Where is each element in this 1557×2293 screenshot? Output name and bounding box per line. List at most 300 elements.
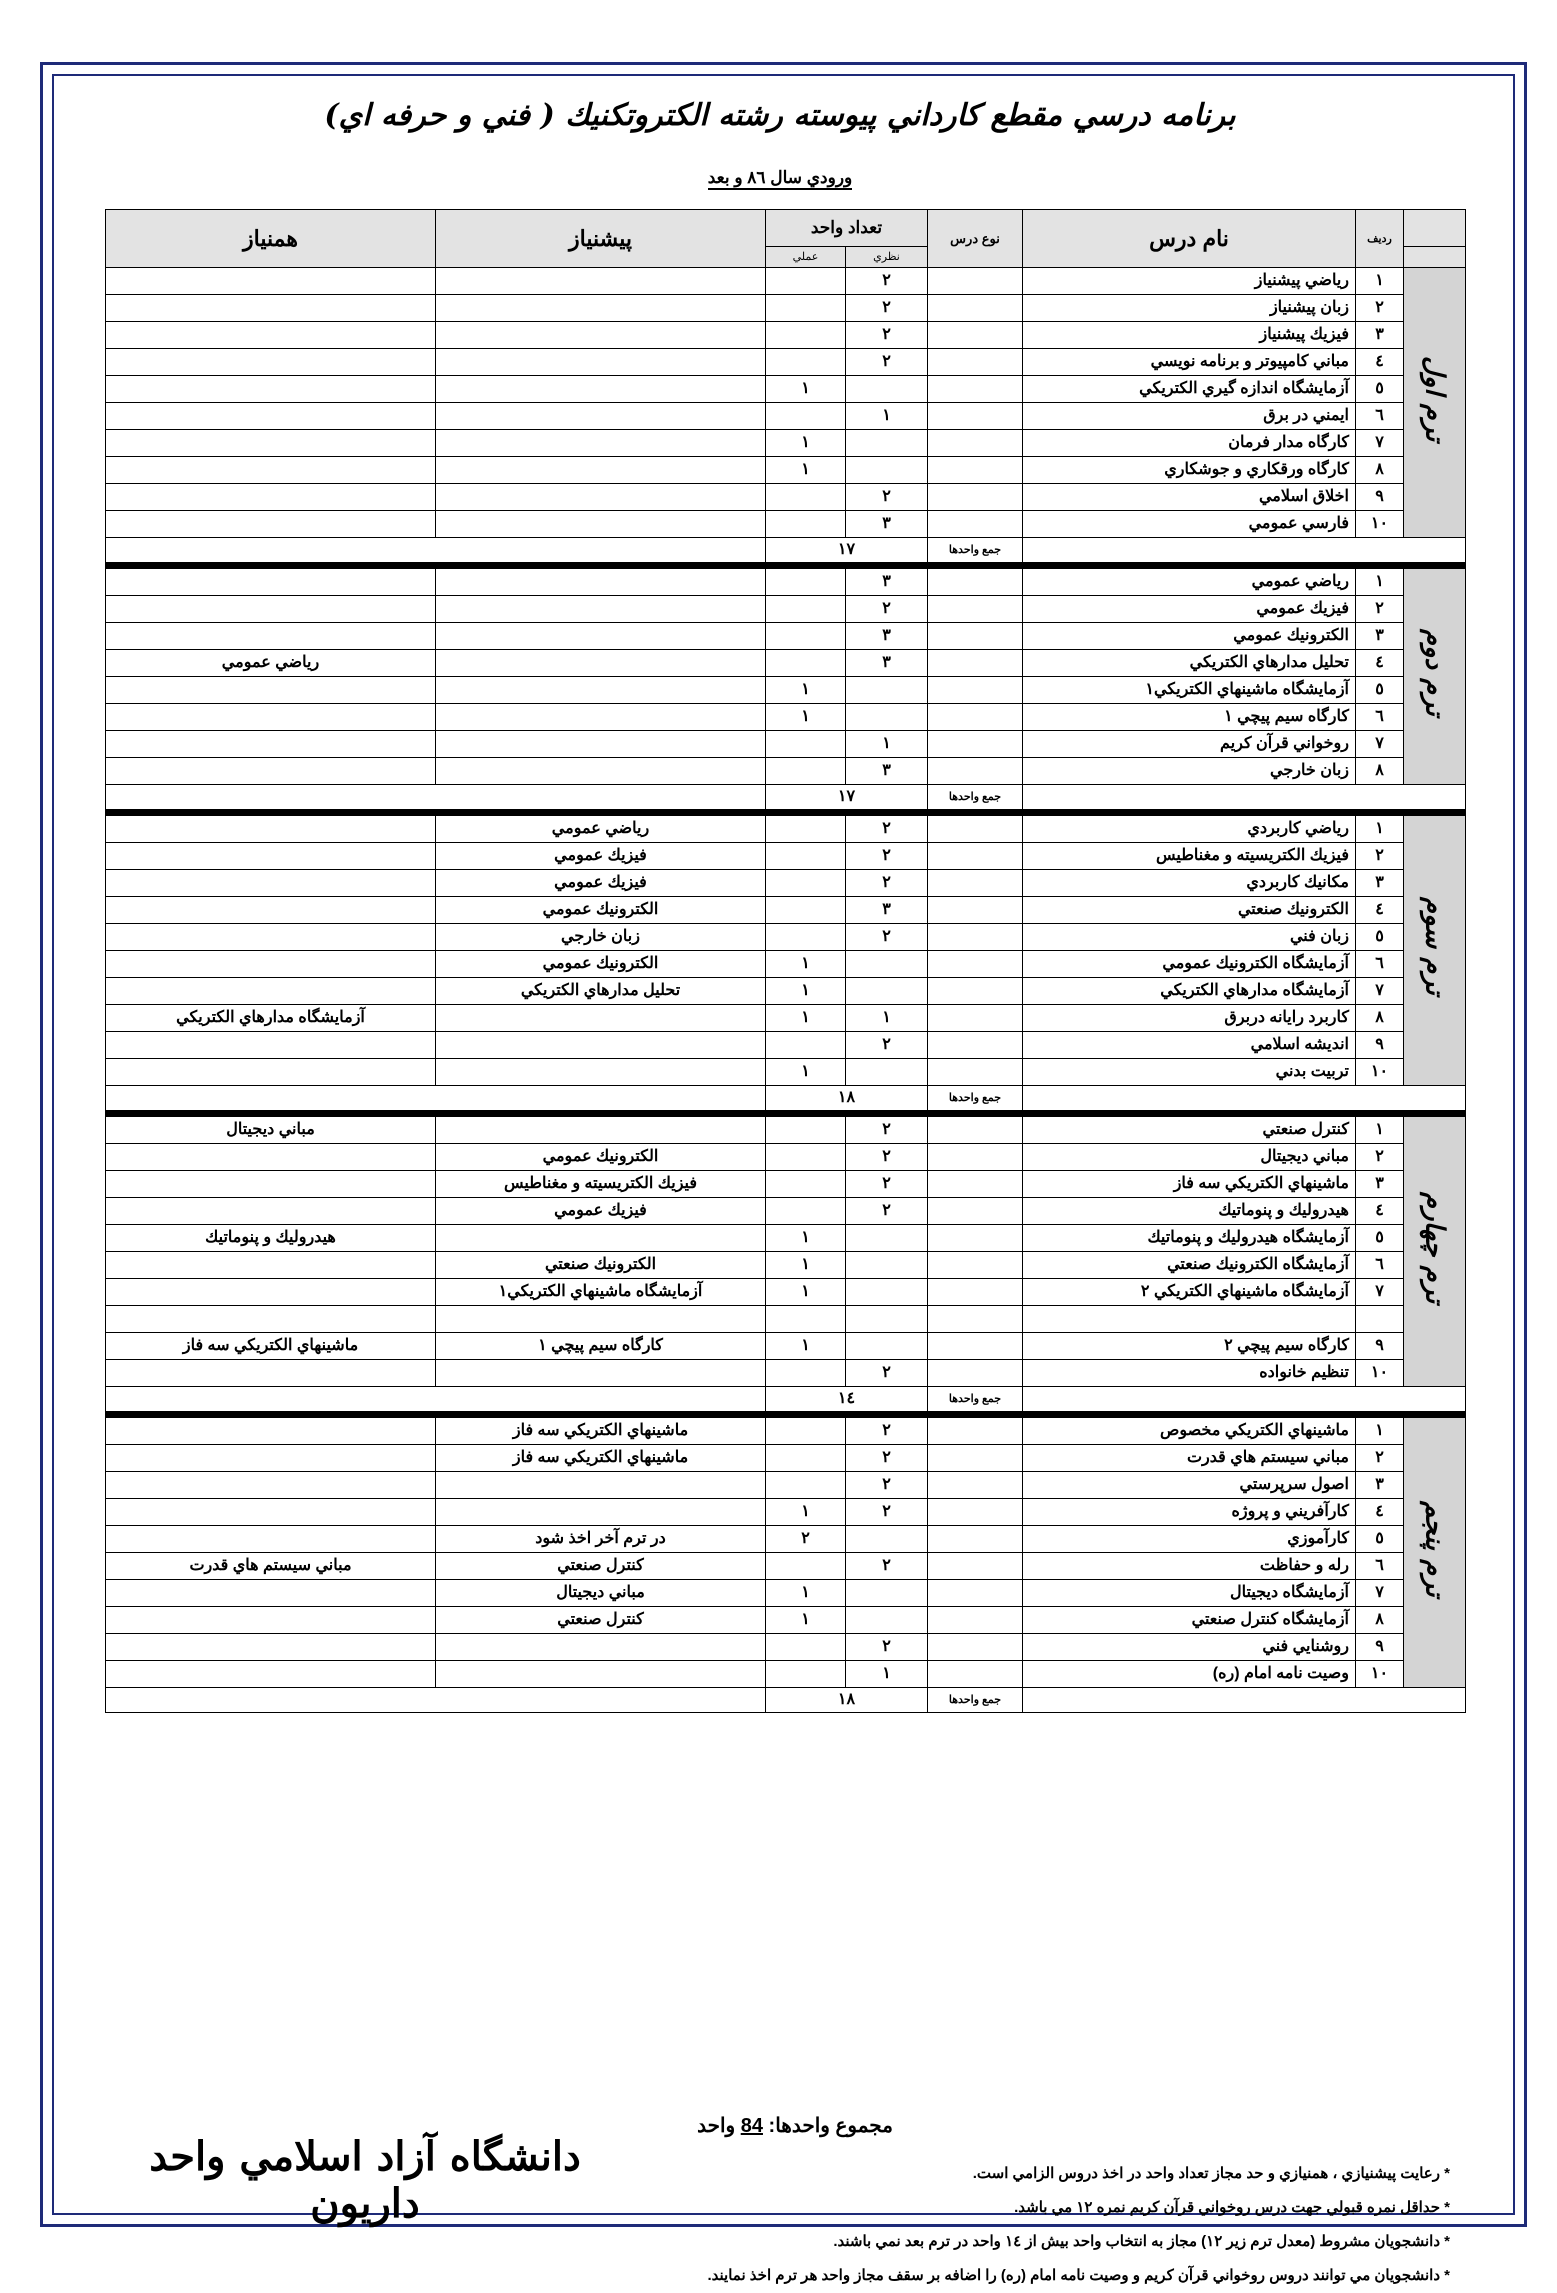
corequisite [106,457,436,484]
practical-units [766,1306,846,1333]
practical-units: ٢ [766,1526,846,1553]
table-row [106,623,1466,650]
corequisite: مباني سيستم هاي قدرت [106,1553,436,1580]
practical-units [766,843,846,870]
term-sum-row [106,785,1466,810]
row-number: ٤ [1356,1198,1404,1225]
course-name: تنظيم خانواده [1023,1360,1356,1387]
corequisite [106,295,436,322]
row-number: ١ [1356,1117,1404,1144]
row-number: ٣ [1356,1472,1404,1499]
theory-units: ٢ [846,1171,928,1198]
sum-blank [106,1688,766,1713]
prerequisite [436,349,766,376]
practical-units: ١ [766,376,846,403]
course-name: كارآفريني و پروژه [1023,1499,1356,1526]
row-number: ٧ [1356,731,1404,758]
row-number: ٤ [1356,897,1404,924]
prerequisite: مباني ديجيتال [436,1580,766,1607]
theory-units [846,457,928,484]
prerequisite [436,569,766,596]
course-type [928,569,1023,596]
table-row [106,1333,1466,1360]
prerequisite [436,1472,766,1499]
practical-units [766,295,846,322]
prerequisite [436,376,766,403]
row-number: ٢ [1356,295,1404,322]
prerequisite [436,1306,766,1333]
sum-value: ١٧ [766,538,928,563]
theory-units: ٢ [846,268,928,295]
course-name: آزمايشگاه الكترونيك عمومي [1023,951,1356,978]
row-number: ٩ [1356,1333,1404,1360]
prerequisite: فيزيك عمومي [436,843,766,870]
sum-label: جمع واحدها [928,538,1023,563]
prerequisite: رياضي عمومي [436,816,766,843]
term-header [1404,210,1466,247]
table-row [106,843,1466,870]
practical-units: ١ [766,457,846,484]
prerequisite [436,1661,766,1688]
practical-units: ١ [766,1607,846,1634]
practical-units: ١ [766,951,846,978]
course-type [928,1117,1023,1144]
table-row [106,1279,1466,1306]
total-value: 84 [740,2115,763,2137]
row-number: ١ [1356,816,1404,843]
corequisite [106,1252,436,1279]
practical-units [766,1144,846,1171]
corequisite [106,1580,436,1607]
course-name: كارآموزي [1023,1526,1356,1553]
prerequisite [436,1032,766,1059]
course-name: آزمايشگاه ديجيتال [1023,1580,1356,1607]
course-type [928,1144,1023,1171]
theory-units: ٢ [846,1418,928,1445]
course-name: آزمايشگاه ماشينهاي الكتريكي١ [1023,677,1356,704]
row-number: ٧ [1356,1580,1404,1607]
prerequisite: تحليل مدارهاي الكتريكي [436,978,766,1005]
row-number: ١ [1356,268,1404,295]
practical-units [766,1032,846,1059]
practical-units [766,1171,846,1198]
course-type [928,623,1023,650]
row-number: ٩ [1356,1032,1404,1059]
course-type [928,758,1023,785]
course-type [928,1171,1023,1198]
prerequisite [436,731,766,758]
corequisite [106,322,436,349]
term-label-cell [1404,569,1466,785]
prerequisite: آزمايشگاه ماشينهاي الكتريكي١ [436,1279,766,1306]
row-number: ٩ [1356,484,1404,511]
prerequisite: الكترونيك عمومي [436,1144,766,1171]
table-row [106,1198,1466,1225]
practical-units [766,511,846,538]
university-logo-text: دانشگاه آزاد اسلامي واحد داريون [149,2133,581,2227]
note-item: * حداقل نمره قبولي جهت درس روخواني قرآن كريم نمره ١٢ مي باشد. [1014,2199,1450,2216]
course-type [928,1526,1023,1553]
row-number: ٦ [1356,1252,1404,1279]
row-number: ٥ [1356,1225,1404,1252]
row-number: ١٠ [1356,1661,1404,1688]
corequisite [106,623,436,650]
course-type [928,268,1023,295]
prerequisite [436,268,766,295]
prerequisite [436,1005,766,1032]
table-row [106,1306,1466,1333]
practical-units: ١ [766,978,846,1005]
corequisite [106,1418,436,1445]
prerequisite: ماشينهاي الكتريكي سه فاز [436,1445,766,1472]
table-row [106,569,1466,596]
theory-units: ٢ [846,843,928,870]
table-row [106,268,1466,295]
corequisite [106,1607,436,1634]
course-name: وصيت نامه امام (ره) [1023,1661,1356,1688]
course-name: كارگاه سيم پيچي ٢ [1023,1333,1356,1360]
theory-units [846,1333,928,1360]
row-number: ٨ [1356,758,1404,785]
prerequisite: كنترل صنعتي [436,1553,766,1580]
corequisite [106,978,436,1005]
sum-value: ١٨ [766,1086,928,1111]
course-type [928,1580,1023,1607]
practical-units [766,1117,846,1144]
prerequisite [436,457,766,484]
theory-units: ٢ [846,1634,928,1661]
course-name: تربيت بدني [1023,1059,1356,1086]
practical-units [766,322,846,349]
course-name: فيزيك عمومي [1023,596,1356,623]
sum-value: ١٤ [766,1387,928,1412]
row-number: ٥ [1356,376,1404,403]
row-number: ٩ [1356,1634,1404,1661]
term-label: ترم سوم [1419,897,1450,996]
theory-header: نظري [846,247,928,268]
table-row [106,1472,1466,1499]
course-type [928,457,1023,484]
theory-units [846,376,928,403]
theory-units [846,1059,928,1086]
corequisite [106,1526,436,1553]
row-number: ٨ [1356,457,1404,484]
theory-units [846,677,928,704]
theory-units: ٢ [846,349,928,376]
prerequisite: الكترونيك عمومي [436,897,766,924]
prerequisite: زبان خارجي [436,924,766,951]
course-type [928,1418,1023,1445]
course-name: زبان خارجي [1023,758,1356,785]
practical-units [766,1634,846,1661]
corequisite [106,349,436,376]
course-name: هيدروليك و پنوماتيك [1023,1198,1356,1225]
table-row [106,1171,1466,1198]
table-row [106,511,1466,538]
sum-label: جمع واحدها [928,1688,1023,1713]
course-type [928,1198,1023,1225]
practical-units [766,1553,846,1580]
table-row [106,484,1466,511]
course-name: كارگاه سيم پيچي ١ [1023,704,1356,731]
practical-units [766,816,846,843]
course-type [928,816,1023,843]
prerequisite: فيزيك الكتريسيته و مغناطيس [436,1171,766,1198]
practical-units [766,650,846,677]
sum-value: ١٧ [766,785,928,810]
prerequisite: الكترونيك صنعتي [436,1252,766,1279]
course-name: مكانيك كاربردي [1023,870,1356,897]
table-row [106,349,1466,376]
sum-blank [106,1086,766,1111]
term-label: ترم چهارم [1419,1191,1450,1304]
table-row [106,1499,1466,1526]
course-type [928,430,1023,457]
row-number: ٢ [1356,1144,1404,1171]
theory-units: ١ [846,1661,928,1688]
table-row [106,403,1466,430]
course-type [928,511,1023,538]
sum-blank [106,785,766,810]
course-type [928,677,1023,704]
term-label-cell [1404,1418,1466,1688]
corequisite [106,484,436,511]
theory-units: ٣ [846,569,928,596]
course-type [928,596,1023,623]
prereq-header: پيشنياز [436,210,766,268]
prerequisite [436,484,766,511]
row-number: ٦ [1356,1553,1404,1580]
practical-units: ١ [766,1225,846,1252]
course-name: مباني ديجيتال [1023,1144,1356,1171]
corequisite [106,1306,436,1333]
row-number: ٨ [1356,1607,1404,1634]
table-row [106,1526,1466,1553]
total-label: مجموع واحدها: [768,2115,893,2137]
corequisite [106,677,436,704]
sum-blank [1023,1086,1466,1111]
row-number: ١٠ [1356,1059,1404,1086]
term-label: ترم اول [1419,355,1450,442]
prerequisite [436,403,766,430]
row-number: ٥ [1356,1526,1404,1553]
prerequisite [436,677,766,704]
prerequisite: فيزيك عمومي [436,870,766,897]
theory-units: ٢ [846,1472,928,1499]
course-type-header: نوع درس [928,210,1023,268]
course-type [928,978,1023,1005]
table-row [106,1225,1466,1252]
theory-units: ٢ [846,1032,928,1059]
theory-units: ٢ [846,1499,928,1526]
prerequisite: فيزيك عمومي [436,1198,766,1225]
practical-units [766,484,846,511]
course-type [928,295,1023,322]
corequisite [106,897,436,924]
theory-units: ٢ [846,1445,928,1472]
course-name: آزمايشگاه اندازه گيري الكتريكي [1023,376,1356,403]
table-row [106,376,1466,403]
note-item: * رعايت پيشنيازي ، همنيازي و حد مجاز تعداد واحد در اخذ دروس الزامي است. [972,2165,1450,2182]
sum-blank [1023,1387,1466,1412]
practical-units [766,268,846,295]
notes-list [470,2157,1450,2293]
prerequisite [436,1059,766,1086]
sum-blank [1023,785,1466,810]
practical-units [766,924,846,951]
prerequisite: در ترم آخر اخذ شود [436,1526,766,1553]
theory-units: ٣ [846,897,928,924]
theory-units: ١ [846,731,928,758]
table-row [106,897,1466,924]
sum-blank [1023,1688,1466,1713]
table-row [106,731,1466,758]
corequisite [106,951,436,978]
practical-units [766,569,846,596]
course-type [928,951,1023,978]
theory-units: ٢ [846,1117,928,1144]
course-type [928,349,1023,376]
theory-units: ٢ [846,924,928,951]
row-number: ٢ [1356,596,1404,623]
course-type [928,1661,1023,1688]
total-unit: واحد [697,2115,736,2137]
practical-units [766,1445,846,1472]
course-type [928,1634,1023,1661]
table-row [106,870,1466,897]
corequisite [106,1634,436,1661]
row-number: ٣ [1356,870,1404,897]
coreq-header: همنياز [106,210,436,268]
table-row [106,677,1466,704]
row-number: ٤ [1356,349,1404,376]
course-type [928,376,1023,403]
row-number: ٦ [1356,951,1404,978]
course-type [928,322,1023,349]
practical-units [766,758,846,785]
theory-units [846,704,928,731]
course-name: كنترل صنعتي [1023,1117,1356,1144]
practical-units [766,1418,846,1445]
sum-value: ١٨ [766,1688,928,1713]
sum-blank [1023,538,1466,563]
row-number: ٣ [1356,623,1404,650]
units-header: تعداد واحد [766,210,928,247]
prerequisite [436,650,766,677]
corequisite [106,843,436,870]
term-sum-row [106,1688,1466,1713]
course-name: مباني كامپيوتر و برنامه نويسي [1023,349,1356,376]
course-type [928,1472,1023,1499]
practical-units: ١ [766,1333,846,1360]
prerequisite [436,511,766,538]
row-number: ٤ [1356,1499,1404,1526]
theory-units: ٢ [846,1360,928,1387]
table-row [106,596,1466,623]
prerequisite [436,322,766,349]
prerequisite [436,430,766,457]
course-name: كاربرد رايانه دربرق [1023,1005,1356,1032]
course-type [928,843,1023,870]
sum-label: جمع واحدها [928,1086,1023,1111]
course-type [928,1032,1023,1059]
course-name: الكترونيك صنعتي [1023,897,1356,924]
row-number: ١ [1356,1418,1404,1445]
course-type [928,1252,1023,1279]
table-row [106,924,1466,951]
table-row [106,1418,1466,1445]
term-label: ترم پنجم [1419,1500,1450,1597]
practical-units: ١ [766,1580,846,1607]
table-row [106,1553,1466,1580]
course-type [928,924,1023,951]
row-number: ٦ [1356,403,1404,430]
table-row [106,1580,1466,1607]
theory-units: ٢ [846,484,928,511]
row-header: رديف [1356,210,1404,268]
term-subheader [1404,247,1466,268]
corequisite [106,403,436,430]
note-item: * دانشجويان مي توانند دروس روخواني قرآن كريم و وصيت نامه امام (ره) را اضافه بر سقف مجاز واحد هر ترم اخذ نمايند. [707,2267,1450,2284]
row-number: ٨ [1356,1005,1404,1032]
corequisite [106,1499,436,1526]
table-row [106,1445,1466,1472]
prerequisite [436,1225,766,1252]
course-name: ماشينهاي الكتريكي مخصوص [1023,1418,1356,1445]
course-name: زبان پيشنياز [1023,295,1356,322]
corequisite [106,704,436,731]
practical-units: ١ [766,1279,846,1306]
course-type [928,1553,1023,1580]
corequisite: مباني ديجيتال [106,1117,436,1144]
course-name: رياضي عمومي [1023,569,1356,596]
table-row [106,430,1466,457]
corequisite [106,1279,436,1306]
course-name: اخلاق اسلامي [1023,484,1356,511]
practical-units [766,349,846,376]
prerequisite [436,758,766,785]
course-type [928,1279,1023,1306]
page-subtitle [600,168,960,188]
course-type [928,1360,1023,1387]
prerequisite [436,704,766,731]
course-name: كارگاه ورقكاري و جوشكاري [1023,457,1356,484]
theory-units: ٢ [846,596,928,623]
corequisite [106,569,436,596]
curriculum-body [106,268,1466,1713]
term-label-cell [1404,816,1466,1086]
course-type [928,1445,1023,1472]
theory-units: ٣ [846,511,928,538]
theory-units: ٣ [846,623,928,650]
row-number [1356,1306,1404,1333]
practical-units [766,1472,846,1499]
row-number: ١ [1356,569,1404,596]
course-type [928,1005,1023,1032]
table-row [106,1252,1466,1279]
row-number: ٣ [1356,322,1404,349]
course-name: ماشينهاي الكتريكي سه فاز [1023,1171,1356,1198]
curriculum-table [105,209,1466,1713]
theory-units [846,1526,928,1553]
corequisite [106,758,436,785]
corequisite [106,924,436,951]
course-name-header: نام درس [1023,210,1356,268]
course-name: آزمايشگاه ماشينهاي الكتريكي ٢ [1023,1279,1356,1306]
corequisite: آزمايشگاه مدارهاي الكتريكي [106,1005,436,1032]
course-type [928,870,1023,897]
sum-blank [106,1387,766,1412]
